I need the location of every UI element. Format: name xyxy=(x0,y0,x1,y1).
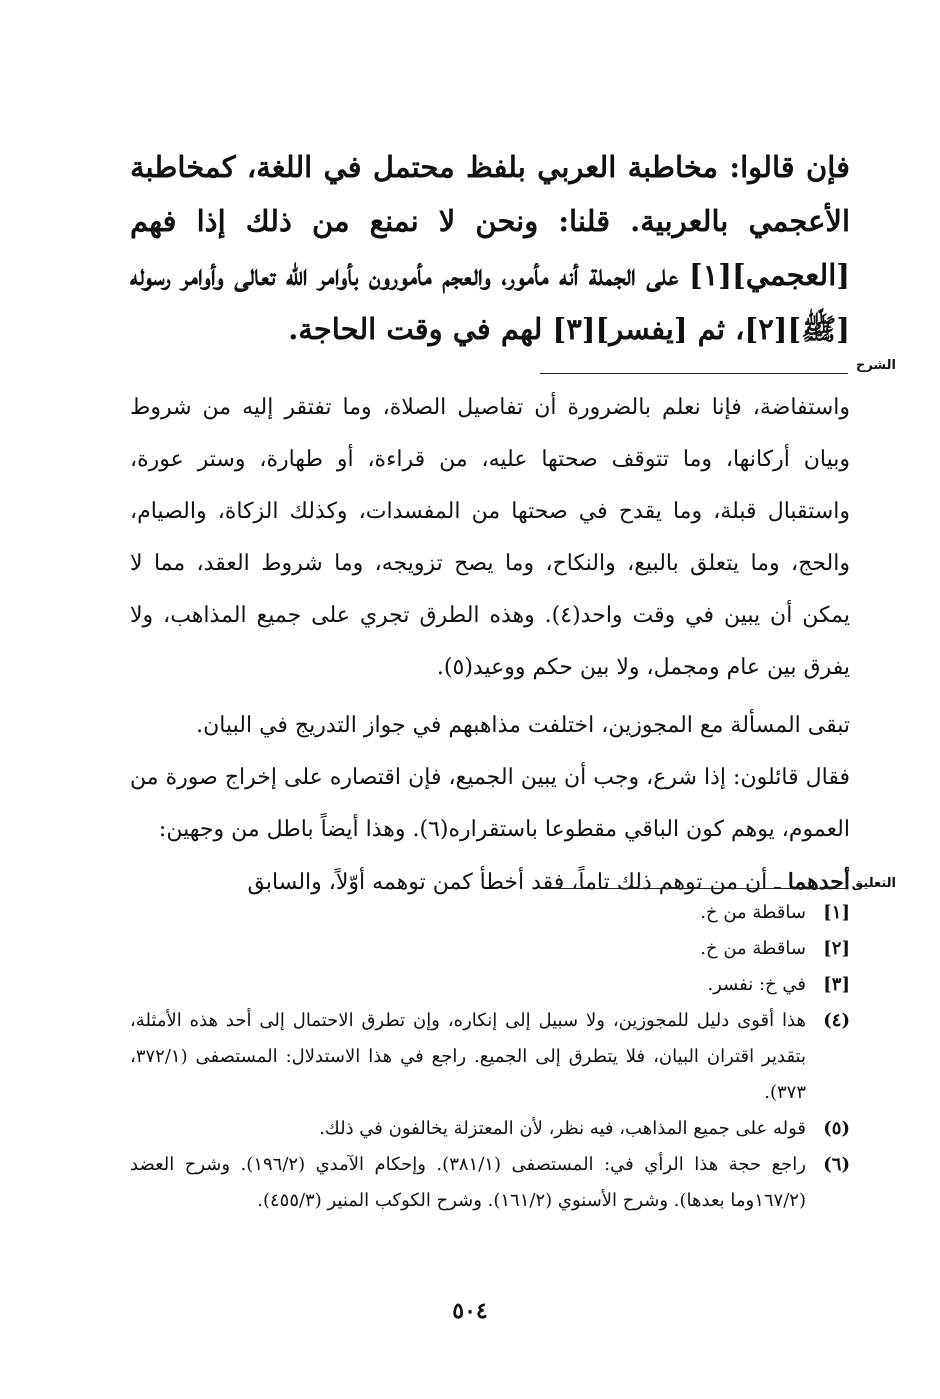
footnotes-block xyxy=(130,895,850,1219)
footnote-item xyxy=(130,1111,850,1147)
footnote-number: (٦) xyxy=(823,1154,850,1175)
footnote-number: [٣] xyxy=(823,974,850,995)
footnote-number: [١] xyxy=(823,902,850,923)
notes-section-label: التعليق xyxy=(851,876,896,891)
footnote-number: (٤) xyxy=(823,1010,850,1031)
page-number: ٥٠٤ xyxy=(452,1298,488,1324)
notes-divider xyxy=(540,888,848,889)
matn-text-block xyxy=(130,140,850,356)
sharh-text-block xyxy=(130,382,850,909)
footnote-number: [٢] xyxy=(823,938,850,959)
sharh-paragraph-2: تبقى المسألة مع المجوزين، اختلفت مذاهبهم في جواز التدريج في البيان. xyxy=(196,713,850,738)
footnote-text: في خ: نفسر. xyxy=(707,974,806,995)
footnote-item xyxy=(130,967,850,1003)
footnote-text: ساقطة من خ. xyxy=(700,938,806,959)
sharh-paragraph-3: فقال قائلون: إذا شرع، وجب أن يبين الجميع، فإن اقتصاره على إخراج صورة من العموم، يوهم كون الباقي مقطوعا باستقراره(٦). وهذا أيضاً باطل من وجهين: xyxy=(130,765,850,842)
footnote-text: ساقطة من خ. xyxy=(700,902,806,923)
footnote-text: راجع حجة هذا الرأي في: المستصفى (٣٨١/١). وإحكام الآمدي (١٩٦/٢). وشرح العضد (١٦٧/٢وما بعدها). وشرح الأسنوي (١٦١/٢). وشرح الكوكب المنير (٤٥٥/٣). xyxy=(130,1154,806,1211)
footnote-item xyxy=(130,895,850,931)
matn-paragraph: فإن قالوا: مخاطبة العربي بلفظ محتمل في اللغة، كمخاطبة الأعجمي بالعربية. قلنا: ونحن لا نمنع من ذلك إذا فهم [العجمي][١] على الجملة أنه مأمور، والعجم مأمورون بأوامر الله تعالى وأوامر رسوله [ﷺ][٢]، ثم [يفسر][٣] لهم في وقت الحاجة. xyxy=(130,150,850,346)
footnote-item xyxy=(130,1003,850,1111)
sharh-section-label: الشرح xyxy=(855,358,896,373)
sharh-paragraph-4-text: ـ أن من توهم ذلك تاماً، فقد أخطأ كمن توهمه أوّلاً، والسابق xyxy=(247,870,781,895)
sharh-paragraph-1: واستفاضة، فإنا نعلم بالضرورة أن تفاصيل الصلاة، وما تفتقر إليه من شروط وبيان أركانها، وما تتوقف صحتها عليه، من قراءة، أو طهارة، وستر عورة، واستقبال قبلة، وما يقدح في صحتها من المفسدات، وكذلك الزكاة، والصيام، والحج، وما يتعلق بالبيع، والنكاح، وما يصح تزويجه، وما شروط العقد، مما لا يمكن أن يبين في وقت واحد(٤). وهذه الطرق تجري على جميع المذاهب، ولا يفرق بين عام ومجمل، ولا بين حكم ووعيد(٥). xyxy=(130,395,850,680)
footnote-text: هذا أقوى دليل للمجوزين، ولا سبيل إلى إنكاره، وإن تطرق الاحتمال إلى أحد هذه الأمثلة، بتقدير اقتران البيان، فلا يتطرق إلى الجميع. راجع في هذا الاستدلال: المستصفى (٣٧٢/١، ٣٧٣). xyxy=(130,1010,806,1103)
sharh-divider xyxy=(540,373,848,374)
sharh-paragraph-4-lead: أحدهما xyxy=(787,869,850,895)
footnote-item xyxy=(130,1147,850,1219)
footnote-number: (٥) xyxy=(823,1118,850,1139)
footnote-text: قوله على جميع المذاهب، فيه نظر، لأن المعتزلة يخالفون في ذلك. xyxy=(319,1118,806,1139)
footnote-item xyxy=(130,931,850,967)
